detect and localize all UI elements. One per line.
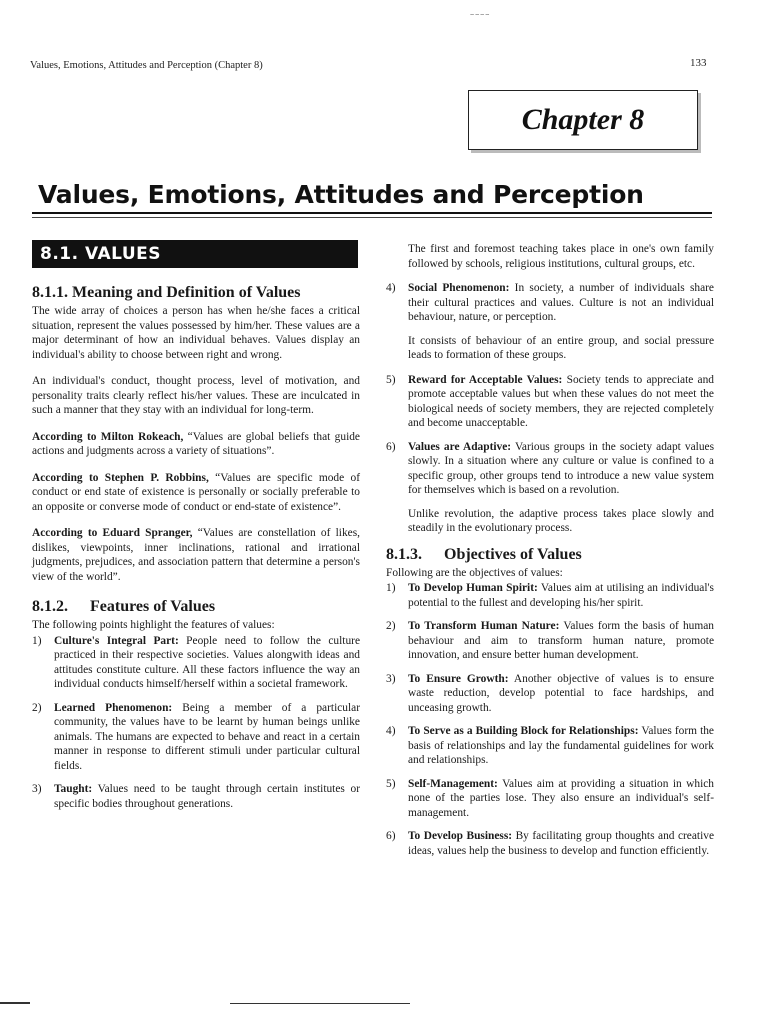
list-item bbox=[386, 777, 714, 821]
list-item bbox=[386, 281, 714, 325]
item-lead: To Develop Business: bbox=[408, 830, 513, 842]
page-number: 133 bbox=[690, 57, 707, 69]
subsection-title: Objectives of Values bbox=[444, 545, 582, 563]
item-text bbox=[408, 724, 714, 768]
list-item bbox=[386, 581, 714, 610]
right-column bbox=[386, 240, 714, 867]
list-item bbox=[386, 440, 714, 498]
paragraph: The wide array of choices a person has when he/she faces a critical situation, represent the values possessed by him/her. These values are a major determinant of how an individual behaves. Values display an individual's ability to choose between right and wrong. bbox=[32, 305, 360, 361]
item-body: Another objective of values is to ensure waste reduction, develop potential to face hardships, and unceasing growth. bbox=[408, 672, 714, 714]
item-number: 3) bbox=[386, 672, 396, 685]
running-head: Values, Emotions, Attitudes and Perception (Chapter 8) bbox=[30, 60, 263, 71]
item-text bbox=[408, 281, 714, 325]
item-lead: Reward for Acceptable Values: bbox=[408, 373, 563, 386]
list-item bbox=[32, 701, 360, 774]
quote-text: “Values are constellation of likes, dislikes, viewpoints, inner inclinations, rational and irrational judgments, prejudices, and association pattern that determine a person's view of the world”. bbox=[32, 527, 360, 583]
list-item bbox=[386, 672, 714, 716]
item-number: 4) bbox=[386, 725, 396, 737]
title-rule-thick bbox=[32, 212, 712, 214]
item-number: 2) bbox=[32, 701, 42, 714]
item-text bbox=[54, 634, 360, 692]
quote-author: According to Stephen P. Robbins, bbox=[32, 471, 209, 484]
item-lead: Learned Phenomenon: bbox=[54, 701, 173, 714]
item-body: In society, a number of individuals share their cultural practices and values. Culture is not an individual behaviour, nature, or perception. bbox=[408, 282, 714, 323]
title-rule-thin bbox=[32, 217, 712, 218]
item-number: 4) bbox=[386, 282, 396, 294]
list-item bbox=[386, 724, 714, 768]
chapter-label: Chapter 8 bbox=[521, 103, 645, 136]
list-intro: The following points highlight the features of values: bbox=[32, 619, 275, 631]
scan-mark: ~~~~ bbox=[470, 12, 491, 19]
quote-text: “Values are global beliefs that guide actions and judgments across a variety of situations”. bbox=[32, 430, 360, 457]
list-item bbox=[386, 829, 714, 858]
item-text bbox=[408, 440, 714, 498]
item-subparagraph: Unlike revolution, the adaptive process takes place slowly and steadily in the evolutionary process. bbox=[408, 507, 714, 534]
item-lead: To Transform Human Nature: bbox=[408, 620, 560, 632]
item-text bbox=[408, 581, 714, 610]
list-item bbox=[32, 634, 360, 692]
section-heading-values: 8.1. VALUES bbox=[32, 240, 358, 268]
item-text bbox=[408, 672, 714, 716]
list-item bbox=[386, 619, 714, 663]
item-number: 1) bbox=[32, 634, 42, 647]
item-number: 6) bbox=[386, 440, 396, 453]
item-body: Values aim at utilising an individual's potential to the fullest and developing his/her spirit. bbox=[408, 582, 714, 609]
item-body: Values form the basis of relationships and lay the fundamental guidelines for work and relationships. bbox=[408, 725, 714, 766]
item-body: People need to follow the culture practiced in their respective societies. Values alongwith ideas and attitudes constitute culture. All these factors influence the way an individual conducts himself/herself within a societal framework. bbox=[54, 634, 360, 690]
subsection-heading-812 bbox=[32, 598, 360, 616]
quote-rokeach bbox=[32, 430, 360, 459]
item-lead: Culture's Integral Part: bbox=[54, 634, 179, 647]
item-lead: Taught: bbox=[54, 783, 93, 795]
paragraph-continued: The first and foremost teaching takes place in one's own family followed by schools, religious institutions, cultural groups, etc. bbox=[408, 243, 714, 270]
list-item bbox=[386, 373, 714, 431]
item-text bbox=[408, 373, 714, 431]
quote-author: According to Eduard Spranger, bbox=[32, 527, 193, 539]
left-column bbox=[32, 240, 360, 820]
item-text bbox=[54, 782, 360, 811]
list-intro: Following are the objectives of values: bbox=[386, 566, 563, 579]
subsection-number: 8.1.1. bbox=[32, 284, 68, 301]
item-body: Values need to be taught through certain institutes or specific bodies throughout generations. bbox=[54, 783, 360, 810]
item-body: Being a member of a particular community, the values have to be learnt by human beings unlike animals. The humans are expected to behave and react in a certain manner in response to different stimuli under particular cultural fields. bbox=[54, 701, 360, 772]
quote-spranger bbox=[32, 526, 360, 584]
item-body: By facilitating group thoughts and creative ideas, values help the business to develop and function efficiently. bbox=[408, 830, 714, 857]
item-number: 3) bbox=[32, 783, 42, 795]
item-text bbox=[408, 829, 714, 858]
item-lead: Values are Adaptive: bbox=[408, 440, 512, 453]
item-number: 1) bbox=[386, 582, 396, 594]
item-number: 5) bbox=[386, 373, 396, 386]
quote-robbins bbox=[32, 471, 360, 515]
quote-text: “Values are specific mode of conduct or end state of existence is personally or socially preferable to an opposite or converse mode of conduct or end-state of existence”. bbox=[32, 471, 361, 513]
item-number: 2) bbox=[386, 620, 396, 632]
item-text bbox=[408, 777, 714, 821]
item-body: Values form the basis of human behaviour and aim to transform human nature, promote innovation, and ensure better human development. bbox=[408, 620, 714, 661]
subsection-number: 8.1.2. bbox=[32, 598, 68, 615]
footer-rule bbox=[230, 1003, 410, 1004]
item-lead: To Ensure Growth: bbox=[408, 672, 509, 685]
item-lead: To Develop Human Spirit: bbox=[408, 582, 538, 594]
list-item bbox=[32, 782, 360, 811]
quote-author: According to Milton Rokeach, bbox=[32, 430, 184, 443]
subsection-heading-811 bbox=[32, 284, 360, 302]
chapter-label-box bbox=[468, 90, 698, 150]
subsection-title: Meaning and Definition of Values bbox=[72, 284, 301, 301]
item-text bbox=[408, 619, 714, 663]
item-text bbox=[54, 701, 360, 774]
item-subparagraph: It consists of behaviour of an entire group, and social pressure leads to formation of these groups. bbox=[408, 334, 714, 361]
item-lead: Self-Management: bbox=[408, 777, 498, 790]
item-number: 5) bbox=[386, 777, 396, 790]
item-body: Various groups in the society adapt values slowly. In a situation where any culture or value is confined to a specific group, other groups tend to introduce a new value system for themselves which is based on a revolution. bbox=[408, 440, 714, 496]
subsection-title: Features of Values bbox=[90, 598, 216, 615]
item-body: Values aim at providing a situation in which none of the parties lose. They also ensure an individual's self-management. bbox=[408, 777, 714, 819]
item-lead: To Serve as a Building Block for Relationships: bbox=[408, 725, 639, 737]
scan-edge-line bbox=[0, 1002, 30, 1004]
paragraph: An individual's conduct, thought process, level of motivation, and personality traits clearly reflect his/her values. These are inculcated in such a manner that they stay with an individual for long-term. bbox=[32, 375, 360, 416]
subsection-number: 8.1.3. bbox=[386, 545, 422, 563]
chapter-title: Values, Emotions, Attitudes and Perception bbox=[38, 180, 644, 209]
item-body: Society tends to appreciate and promote acceptable values but when these values do not meet the biological needs of society members, they are rejected completely and become unacceptable. bbox=[408, 373, 714, 429]
item-lead: Social Phenomenon: bbox=[408, 282, 510, 294]
subsection-heading-813 bbox=[386, 546, 714, 564]
item-number: 6) bbox=[386, 830, 396, 842]
